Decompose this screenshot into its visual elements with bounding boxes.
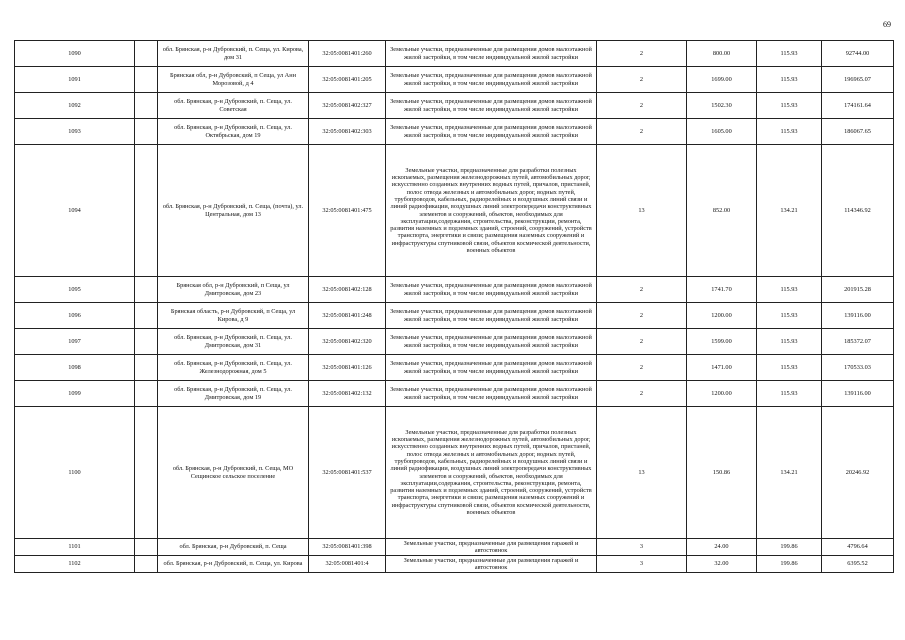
land-use-cell: Земельные участки, предназначенные для размещения домов малоэтажной жилой застройки, в том числе индивидуальной жилой застройки xyxy=(386,93,597,119)
cadastral-number-cell: 32:05:0081401:537 xyxy=(309,407,386,539)
usage-group-cell: 13 xyxy=(597,145,687,277)
spacer-cell xyxy=(135,407,158,539)
table-row xyxy=(15,41,894,67)
land-use-cell: Земельные участки, предназначенные для размещения домов малоэтажной жилой застройки, в том числе индивидуальной жилой застройки xyxy=(386,381,597,407)
specific-value-cell: 134.21 xyxy=(757,145,822,277)
usage-group-cell: 2 xyxy=(597,329,687,355)
area-cell: 1599.00 xyxy=(687,329,757,355)
spacer-cell xyxy=(135,355,158,381)
specific-value-cell: 115.93 xyxy=(757,329,822,355)
cadastral-value-cell: 20246.92 xyxy=(822,407,894,539)
usage-group-cell: 2 xyxy=(597,277,687,303)
table-row xyxy=(15,67,894,93)
usage-group-cell: 3 xyxy=(597,539,687,556)
table-row xyxy=(15,303,894,329)
cadastral-value-cell: 139116.00 xyxy=(822,303,894,329)
cadastral-number-cell: 32:05:0081401:126 xyxy=(309,355,386,381)
usage-group-cell: 2 xyxy=(597,381,687,407)
spacer-cell xyxy=(135,93,158,119)
specific-value-cell: 115.93 xyxy=(757,355,822,381)
row-number: 1102 xyxy=(15,556,135,573)
cadastral-number-cell: 32:05:0081402:132 xyxy=(309,381,386,407)
row-number: 1097 xyxy=(15,329,135,355)
cadastral-value-cell: 6395.52 xyxy=(822,556,894,573)
address-cell: обл. Брянская, р-н Дубровский, п. Сеща, ул. Октябрьская, дом 19 xyxy=(158,119,309,145)
table-row xyxy=(15,556,894,573)
table-row xyxy=(15,119,894,145)
specific-value-cell: 134.21 xyxy=(757,407,822,539)
land-use-cell: Земельные участки, предназначенные для размещения домов малоэтажной жилой застройки, в том числе индивидуальной жилой застройки xyxy=(386,67,597,93)
table-row xyxy=(15,93,894,119)
cadastral-value-cell: 114346.92 xyxy=(822,145,894,277)
cadastral-number-cell: 32:05:0081401:4 xyxy=(309,556,386,573)
row-number: 1094 xyxy=(15,145,135,277)
area-cell: 1605.00 xyxy=(687,119,757,145)
cadastral-number-cell: 32:05:0081401:260 xyxy=(309,41,386,67)
usage-group-cell: 2 xyxy=(597,41,687,67)
table-row xyxy=(15,539,894,556)
cadastral-number-cell: 32:05:0081402:128 xyxy=(309,277,386,303)
usage-group-cell: 2 xyxy=(597,67,687,93)
area-cell: 1699.00 xyxy=(687,67,757,93)
area-cell: 32.00 xyxy=(687,556,757,573)
cadastral-value-cell: 92744.00 xyxy=(822,41,894,67)
row-number: 1100 xyxy=(15,407,135,539)
cadastral-value-cell: 185372.07 xyxy=(822,329,894,355)
land-use-cell: Земельные участки, предназначенные для разработки полезных ископаемых, размещения железнодорожных путей, автомобильных дорог, искусственно созданных внутренних водных путей, причалов, пристаней, полос отвода железных и автомобильных дорог, водных путей, трубопроводов, кабельных, радиорелейных и воздушных линий связи и линий радиофикации, воздушных линий электропередачи конструктивных элементов и сооружений, объектов, необходимых для эксплуатации,содержания, строительства, реконструкции, ремонта, развития наземных и подземных зданий, строений, сооружений, устройств транспорта, энергетики и связи; размещения наземных сооружений и инфраструктуры спутниковой связи, объектов космической деятельности, военных объектов xyxy=(386,407,597,539)
land-use-cell: Земельные участки, предназначенные для размещения домов малоэтажной жилой застройки, в том числе индивидуальной жилой застройки xyxy=(386,119,597,145)
specific-value-cell: 199.86 xyxy=(757,556,822,573)
spacer-cell xyxy=(135,329,158,355)
spacer-cell xyxy=(135,145,158,277)
specific-value-cell: 115.93 xyxy=(757,67,822,93)
area-cell: 852.00 xyxy=(687,145,757,277)
cadastral-value-cell: 201915.28 xyxy=(822,277,894,303)
land-use-cell: Земельные участки, предназначенные для размещения домов малоэтажной жилой застройки, в том числе индивидуальной жилой застройки xyxy=(386,329,597,355)
cadastral-number-cell: 32:05:0081402:327 xyxy=(309,93,386,119)
table-row xyxy=(15,407,894,539)
land-use-cell: Земельные участки, предназначенные для размещения домов малоэтажной жилой застройки, в том числе индивидуальной жилой застройки xyxy=(386,303,597,329)
cadastral-number-cell: 32:05:0081401:205 xyxy=(309,67,386,93)
row-number: 1093 xyxy=(15,119,135,145)
land-use-cell: Земельные участки, предназначенные для размещения домов малоэтажной жилой застройки, в том числе индивидуальной жилой застройки xyxy=(386,277,597,303)
row-number: 1099 xyxy=(15,381,135,407)
area-cell: 800.00 xyxy=(687,41,757,67)
specific-value-cell: 115.93 xyxy=(757,277,822,303)
usage-group-cell: 3 xyxy=(597,556,687,573)
address-cell: обл. Брянская, р-н Дубровский, п. Сеща, ул. Дмитровская, дом 19 xyxy=(158,381,309,407)
cadastral-value-cell: 186067.65 xyxy=(822,119,894,145)
specific-value-cell: 115.93 xyxy=(757,119,822,145)
row-number: 1095 xyxy=(15,277,135,303)
land-use-cell: Земельные участки, предназначенные для размещения домов малоэтажной жилой застройки, в том числе индивидуальной жилой застройки xyxy=(386,355,597,381)
address-cell: обл. Брянская, р-н Дубровский, п. Сеща, (почта), ул. Центральная, дом 13 xyxy=(158,145,309,277)
cadastral-number-cell: 32:05:0081401:398 xyxy=(309,539,386,556)
land-use-cell: Земельные участки, предназначенные для размещения домов малоэтажной жилой застройки, в том числе индивидуальной жилой застройки xyxy=(386,41,597,67)
area-cell: 1741.70 xyxy=(687,277,757,303)
table-body xyxy=(15,41,894,573)
usage-group-cell: 2 xyxy=(597,355,687,381)
address-cell: обл. Брянская, р-н Дубровский, п. Сеща, ул. Железнодорожная, дом 5 xyxy=(158,355,309,381)
spacer-cell xyxy=(135,556,158,573)
spacer-cell xyxy=(135,277,158,303)
usage-group-cell: 2 xyxy=(597,93,687,119)
table-row xyxy=(15,277,894,303)
area-cell: 150.86 xyxy=(687,407,757,539)
cadastral-value-cell: 196965.07 xyxy=(822,67,894,93)
area-cell: 24.00 xyxy=(687,539,757,556)
cadastral-number-cell: 32:05:0081402:303 xyxy=(309,119,386,145)
row-number: 1098 xyxy=(15,355,135,381)
page-number: 69 xyxy=(883,20,891,29)
area-cell: 1200.00 xyxy=(687,303,757,329)
land-use-cell: Земельные участки, предназначенные для разработки полезных ископаемых, размещения железнодорожных путей, автомобильных дорог, искусственно созданных внутренних водных путей, причалов, пристаней, полос отвода железных и автомобильных дорог, водных путей, трубопроводов, кабельных, радиорелейных и воздушных линий связи и линий радиофикации, воздушных линий электропередачи конструктивных элементов и сооружений, объектов, необходимых для эксплуатации,содержания, строительства, реконструкции, ремонта, развития наземных и подземных зданий, строений, сооружений, устройств транспорта, энергетики и связи; размещения наземных сооружений и инфраструктуры спутниковой связи, объектов космической деятельности, военных объектов xyxy=(386,145,597,277)
row-number: 1096 xyxy=(15,303,135,329)
row-number: 1090 xyxy=(15,41,135,67)
table-row xyxy=(15,329,894,355)
spacer-cell xyxy=(135,381,158,407)
area-cell: 1502.30 xyxy=(687,93,757,119)
cadastral-number-cell: 32:05:0081401:248 xyxy=(309,303,386,329)
specific-value-cell: 199.86 xyxy=(757,539,822,556)
row-number: 1092 xyxy=(15,93,135,119)
address-cell: обл. Брянская, р-н Дубровский, п. Сеща, МО Сещинское сельское поселение xyxy=(158,407,309,539)
spacer-cell xyxy=(135,303,158,329)
table-row xyxy=(15,355,894,381)
row-number: 1101 xyxy=(15,539,135,556)
cadastral-value-cell: 170533.03 xyxy=(822,355,894,381)
specific-value-cell: 115.93 xyxy=(757,381,822,407)
spacer-cell xyxy=(135,67,158,93)
usage-group-cell: 2 xyxy=(597,119,687,145)
address-cell: обл. Брянская, р-н Дубровский, п. Сеща, ул. Советская xyxy=(158,93,309,119)
land-use-cell: Земельные участки, предназначенные для размещения гаражей и автостоянок xyxy=(386,556,597,573)
area-cell: 1471.00 xyxy=(687,355,757,381)
cadastral-number-cell: 32:05:0081402:320 xyxy=(309,329,386,355)
address-cell: обл. Брянская, р-н Дубровский, п. Сеща, ул. Кирова, дом 31 xyxy=(158,41,309,67)
specific-value-cell: 115.93 xyxy=(757,93,822,119)
address-cell: обл. Брянская, р-н Дубровский, п. Сеща, ул. Кирова xyxy=(158,556,309,573)
spacer-cell xyxy=(135,41,158,67)
spacer-cell xyxy=(135,119,158,145)
usage-group-cell: 13 xyxy=(597,407,687,539)
area-cell: 1200.00 xyxy=(687,381,757,407)
table-row xyxy=(15,145,894,277)
address-cell: Брянская область, р-н Дубровский, п Сеща, ул Кирова, д 9 xyxy=(158,303,309,329)
cadastral-number-cell: 32:05:0081401:475 xyxy=(309,145,386,277)
table-row xyxy=(15,381,894,407)
row-number: 1091 xyxy=(15,67,135,93)
cadastral-value-cell: 139116.00 xyxy=(822,381,894,407)
address-cell: Брянская обл, р-н Дубровский, п Сеща, ул Дмитровская, дом 23 xyxy=(158,277,309,303)
specific-value-cell: 115.93 xyxy=(757,41,822,67)
address-cell: Брянская обл, р-н Дубровский, п Сеща, ул Анн Морозовой, д 4 xyxy=(158,67,309,93)
address-cell: обл. Брянская, р-н Дубровский, п. Сеща xyxy=(158,539,309,556)
cadastral-value-table xyxy=(14,40,894,573)
land-use-cell: Земельные участки, предназначенные для размещения гаражей и автостоянок xyxy=(386,539,597,556)
cadastral-value-cell: 4796.64 xyxy=(822,539,894,556)
spacer-cell xyxy=(135,539,158,556)
usage-group-cell: 2 xyxy=(597,303,687,329)
cadastral-value-cell: 174161.64 xyxy=(822,93,894,119)
address-cell: обл. Брянская, р-н Дубровский, п. Сеща, ул. Дмитровская, дом 31 xyxy=(158,329,309,355)
specific-value-cell: 115.93 xyxy=(757,303,822,329)
